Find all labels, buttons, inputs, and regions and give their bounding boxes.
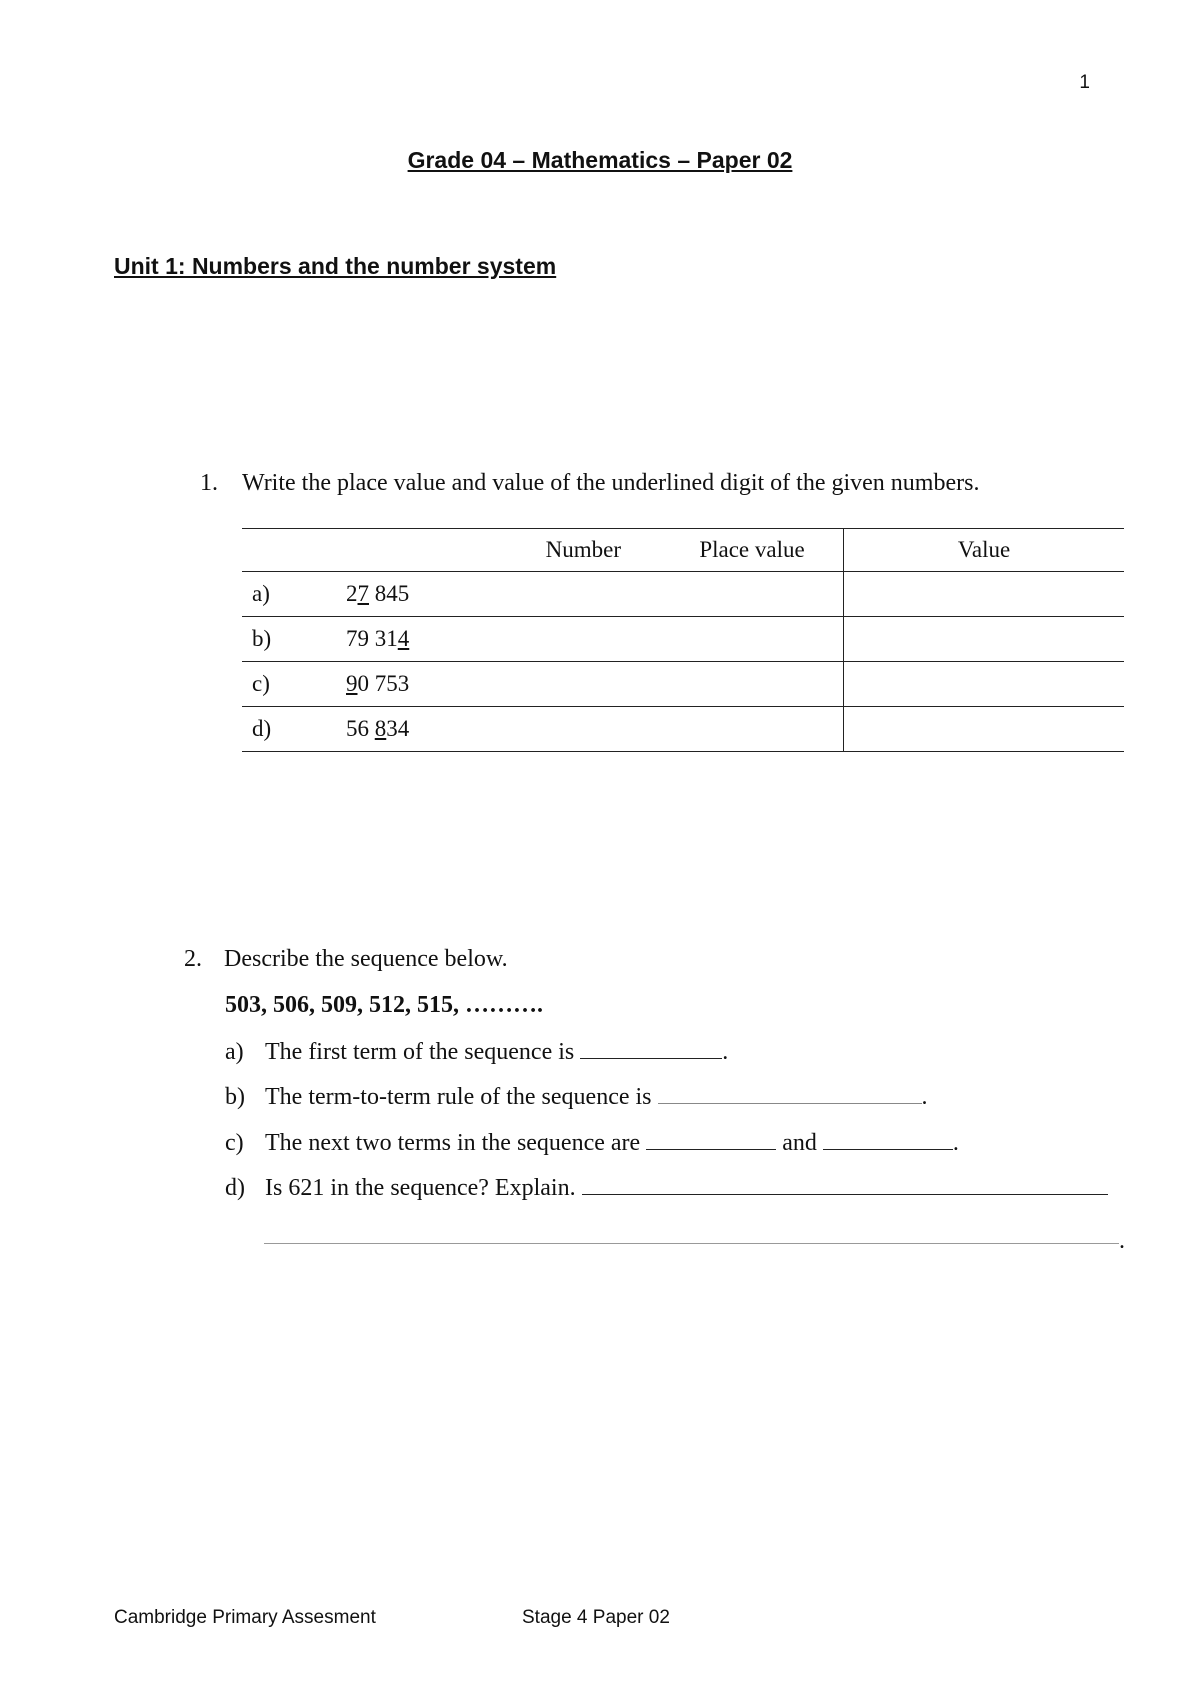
number-after: 0 753: [357, 671, 410, 696]
underlined-digit: 9: [346, 671, 358, 696]
question-1-number: 1.: [200, 470, 218, 496]
question-2-number: 2.: [184, 946, 202, 972]
header-place-value: Place value: [661, 529, 844, 572]
part-c-end: .: [952, 1130, 959, 1156]
value-answer-cell[interactable]: [844, 707, 1125, 752]
table-row: [242, 617, 1124, 662]
part-d-answer-blank[interactable]: [582, 1174, 1108, 1195]
question-2: [184, 946, 508, 973]
part-b-text: The term-to-term rule of the sequence is: [265, 1084, 652, 1110]
part-c-text: The next two terms in the sequence are: [265, 1130, 641, 1156]
part-a-end: .: [722, 1039, 729, 1065]
part-b: [225, 1083, 928, 1111]
question-1-text: Write the place value and value of the underlined digit of the given numbers.: [242, 470, 980, 496]
sequence: 503, 506, 509, 512, 515, ……….: [225, 992, 543, 1018]
row-number: [346, 662, 661, 707]
part-c-answer-blank-1[interactable]: [646, 1129, 776, 1150]
part-a: [225, 1038, 728, 1066]
unit-title: Unit 1: Numbers and the number system: [114, 253, 557, 279]
number-after: 845: [369, 581, 410, 606]
table-header-row: [242, 529, 1124, 572]
underlined-digit: 7: [357, 581, 369, 606]
part-a-text: The first term of the sequence is: [265, 1039, 575, 1065]
part-c-answer-blank-2[interactable]: [823, 1129, 953, 1150]
part-a-answer-blank[interactable]: [580, 1038, 722, 1059]
header-value: Value: [844, 529, 1125, 572]
part-d-text: Is 621 in the sequence? Explain.: [265, 1175, 576, 1201]
part-b-end: .: [921, 1084, 928, 1110]
row-label: c): [242, 662, 346, 707]
footer-right: Stage 4 Paper 02: [522, 1607, 670, 1628]
part-d-end: .: [1119, 1228, 1125, 1254]
table-row: [242, 662, 1124, 707]
place-value-answer-cell[interactable]: [661, 617, 844, 662]
place-value-answer-cell[interactable]: [661, 572, 844, 617]
question-2-text: Describe the sequence below.: [224, 946, 508, 972]
number-after: 34: [386, 716, 410, 741]
part-c: [225, 1129, 959, 1157]
header-label-cell: [242, 529, 346, 572]
footer-left: Cambridge Primary Assesment: [114, 1607, 376, 1628]
place-value-answer-cell[interactable]: [661, 707, 844, 752]
table-row: [242, 572, 1124, 617]
part-d: [225, 1174, 1108, 1202]
underlined-digit: 4: [397, 626, 410, 651]
table-row: [242, 707, 1124, 752]
part-d-label: d): [225, 1175, 245, 1201]
part-a-label: a): [225, 1039, 244, 1065]
question-1: [200, 470, 979, 497]
number-before: 2: [346, 581, 358, 606]
number-before: 56: [346, 716, 375, 741]
row-label: b): [242, 617, 346, 662]
row-number: [346, 572, 661, 617]
page-number: 1: [1079, 72, 1090, 93]
row-label: d): [242, 707, 346, 752]
value-answer-cell[interactable]: [844, 572, 1125, 617]
value-answer-cell[interactable]: [844, 617, 1125, 662]
place-value-answer-cell[interactable]: [661, 662, 844, 707]
number-before: 79 31: [346, 626, 398, 651]
row-label: a): [242, 572, 346, 617]
part-d-answer-line-2[interactable]: [264, 1243, 1119, 1244]
part-b-label: b): [225, 1084, 245, 1110]
part-c-mid: and: [782, 1130, 817, 1156]
header-number: Number: [346, 529, 661, 572]
row-number: [346, 707, 661, 752]
row-number: [346, 617, 661, 662]
underlined-digit: 8: [374, 716, 387, 741]
place-value-table: [242, 528, 1124, 752]
part-b-answer-blank[interactable]: [658, 1083, 922, 1104]
part-c-label: c): [225, 1130, 244, 1156]
document-title: Grade 04 – Mathematics – Paper 02: [407, 147, 793, 173]
value-answer-cell[interactable]: [844, 662, 1125, 707]
